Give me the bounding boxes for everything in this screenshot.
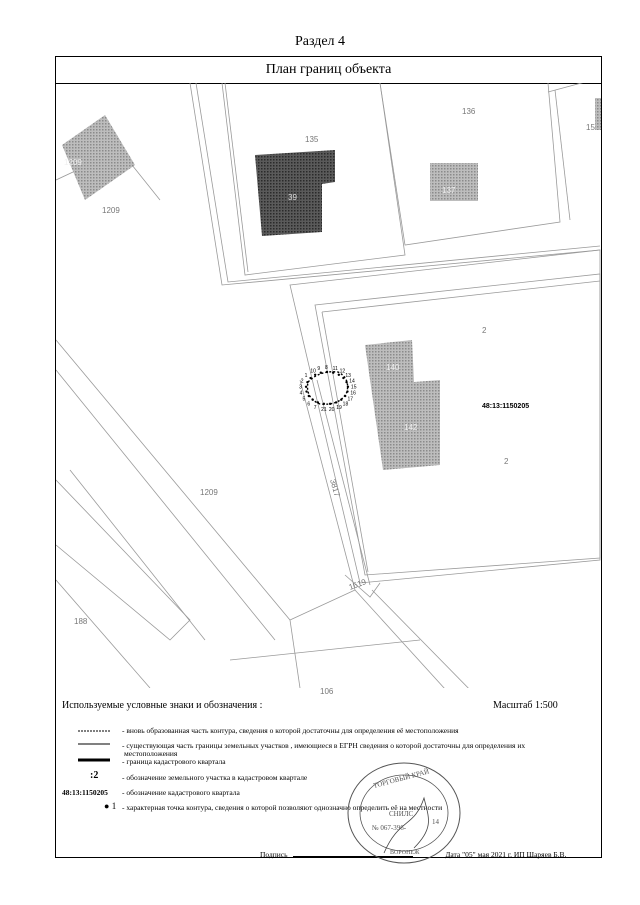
contour-point-label: 16 xyxy=(350,390,356,397)
legend-quarter-border: - граница кадастрового квартала xyxy=(122,757,226,766)
legend-quarter-desc: - обозначение кадастрового квартала xyxy=(122,788,240,797)
contour-point-label: 4 xyxy=(299,390,303,397)
contour-point-label: 17 xyxy=(347,396,354,403)
svg-text:№ 067-396-: № 067-396- xyxy=(372,824,407,832)
building-137 xyxy=(430,163,478,201)
label-1209-bottom: 1209 xyxy=(200,488,218,497)
contour-point xyxy=(306,381,308,383)
contour-point-label: 10 xyxy=(310,368,316,375)
legend-point-number: 1 xyxy=(111,801,117,811)
contour-point-label: 11 xyxy=(332,365,338,372)
signature-date: Дата "05" мая 2021 г. ИП Шаряев Б.В. xyxy=(445,850,567,859)
label-137: 137 xyxy=(442,186,456,195)
contour-point-label: 13 xyxy=(345,372,351,379)
contour-point xyxy=(308,395,310,397)
contour-point-label: 14 xyxy=(349,378,355,385)
label-1209-top: 1209 xyxy=(64,158,82,167)
contour-point xyxy=(346,390,348,392)
point-dot-icon: ● xyxy=(104,801,110,811)
contour-point-label: 15 xyxy=(350,384,357,391)
quarter-label: 48:13:1150205 xyxy=(482,403,530,410)
label-136: 136 xyxy=(462,107,476,116)
contour-point-label: 7 xyxy=(313,404,317,411)
seal-stamp xyxy=(344,758,464,868)
contour-point xyxy=(345,381,347,383)
contour-point-label: 3 xyxy=(299,384,302,391)
svg-text:ТОРГОВЫЙ КРАЙ: ТОРГОВЫЙ КРАЙ xyxy=(372,767,430,790)
contour-point-label: 5 xyxy=(302,396,306,403)
label-15: 15 xyxy=(586,123,595,132)
scale-label: Масштаб 1:500 xyxy=(493,700,558,711)
label-188: 188 xyxy=(74,617,88,626)
building-140 xyxy=(365,340,440,470)
legend-header: Используемые условные знаки и обозначения : xyxy=(62,700,263,711)
label-106: 106 xyxy=(320,687,334,696)
signature-label: Подпись xyxy=(260,850,288,859)
legend-existing-line2: местоположения xyxy=(124,749,178,758)
contour-point xyxy=(309,377,311,379)
contour-point xyxy=(323,403,325,405)
legend-point-symbol xyxy=(104,802,116,811)
contour-point xyxy=(305,390,307,392)
label-39: 39 xyxy=(288,193,297,202)
svg-text:СНИЛС: СНИЛС xyxy=(389,810,414,818)
label-3817: 3817 xyxy=(328,478,342,498)
contour-point xyxy=(347,386,349,388)
legend-new-contour: - вновь образованная часть контура, сведения о которой достаточны для определения её местоположения xyxy=(122,726,459,735)
svg-text:14: 14 xyxy=(432,818,439,826)
legend-quarter-symbol: 48:13:1150205 xyxy=(62,788,108,797)
legend-parcel-symbol: :2 xyxy=(90,770,99,781)
legend-point-desc: - характерная точка контура, сведения о которой позволяют однозначно определить её на местности xyxy=(122,803,443,812)
contour-point-label: 8 xyxy=(325,365,328,371)
contour-point-label: 18 xyxy=(342,401,349,408)
label-parcel-2b: 2 xyxy=(504,457,509,466)
legend-symbols xyxy=(60,726,120,766)
contour-point xyxy=(317,401,319,403)
contour-point xyxy=(342,377,344,379)
label-142: 142 xyxy=(404,423,418,432)
plan-title: План границ объекта xyxy=(56,57,601,84)
contour-point xyxy=(329,403,331,405)
contour-point-label: 21 xyxy=(321,406,327,413)
contour-point-label: 6 xyxy=(307,401,311,408)
contour-point-label: 12 xyxy=(339,368,346,375)
contour-point-label: 9 xyxy=(317,365,321,372)
contour-point-label: 20 xyxy=(328,406,335,413)
svg-text:ВОРОНЕЖ: ВОРОНЕЖ xyxy=(390,850,420,856)
legend-parcel-desc: - обозначение земельного участка в кадастровом квартале xyxy=(122,773,308,782)
contour-point xyxy=(344,395,346,397)
contour-point-label: 1 xyxy=(304,372,308,379)
label-1209-near: 1209 xyxy=(102,206,120,215)
contour-point xyxy=(335,401,337,403)
legend-existing-line1: - существующая часть границы земельных участков , имеющиеся в ЕГРН сведения о которой достаточны для определения их xyxy=(122,741,526,750)
contour-point-label: 2 xyxy=(300,378,304,385)
contour-point xyxy=(312,399,314,401)
label-135: 135 xyxy=(305,135,319,144)
contour-point xyxy=(326,371,328,373)
label-parcel-2a: 2 xyxy=(482,326,487,335)
label-1619: 1619 xyxy=(347,577,368,592)
contour-point-label: 19 xyxy=(336,404,342,411)
section-title: Раздел 4 xyxy=(294,34,346,49)
contour-point xyxy=(305,386,307,388)
label-140: 140 xyxy=(386,363,400,372)
new-contour xyxy=(299,365,357,413)
